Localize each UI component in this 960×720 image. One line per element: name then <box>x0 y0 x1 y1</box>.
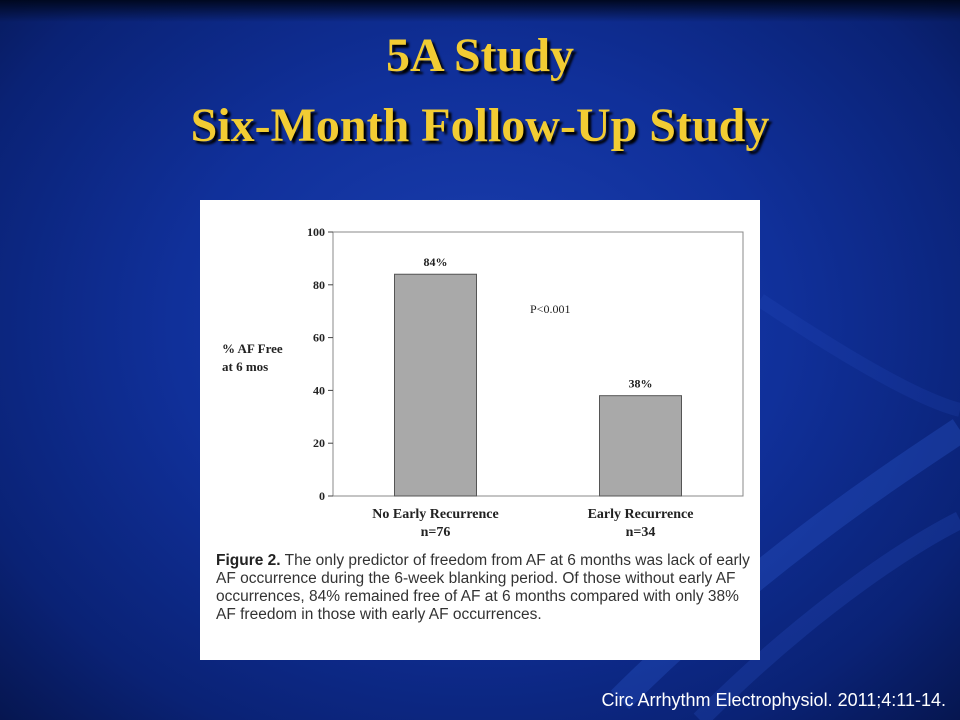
y-axis-label: at 6 mos <box>222 359 269 374</box>
y-tick-label: 60 <box>313 330 325 345</box>
caption-label: Figure 2. <box>216 552 281 569</box>
bar <box>600 396 682 496</box>
bar-data-label: 84% <box>423 255 448 270</box>
slide-subtitle: Six-Month Follow-Up Study <box>190 99 770 152</box>
figure-panel <box>200 200 760 660</box>
y-tick-label: 80 <box>313 277 325 292</box>
citation: Circ Arrhythm Electrophysiol. 2011;4:11-14. <box>601 690 946 710</box>
top-band <box>0 0 960 22</box>
figure-caption <box>216 552 752 624</box>
bar <box>395 274 477 496</box>
x-category-label: Early Recurrence <box>587 507 694 522</box>
y-tick-label: 20 <box>313 436 325 451</box>
y-tick-label: 0 <box>319 489 325 503</box>
y-tick-label: 100 <box>307 225 325 239</box>
y-axis-label: % AF Free <box>222 341 283 356</box>
caption-text: The only predictor of freedom from AF at 6 months was lack of early AF occurrence during the 6-week blanking period. Of those without early AF occurrences, 84% remained free of AF at 6 months compared with only 38% AF freedom in those with early AF occurrences. <box>216 552 750 623</box>
p-value-annotation: P<0.001 <box>530 302 571 316</box>
y-tick-label: 40 <box>313 383 325 398</box>
slide-title: 5A Study <box>385 29 575 82</box>
x-category-label: No Early Recurrence <box>372 507 499 522</box>
bar-chart <box>200 200 760 550</box>
x-sublabel: n=76 <box>420 525 451 540</box>
x-sublabel: n=34 <box>625 525 656 540</box>
bar-data-label: 38% <box>628 376 653 391</box>
